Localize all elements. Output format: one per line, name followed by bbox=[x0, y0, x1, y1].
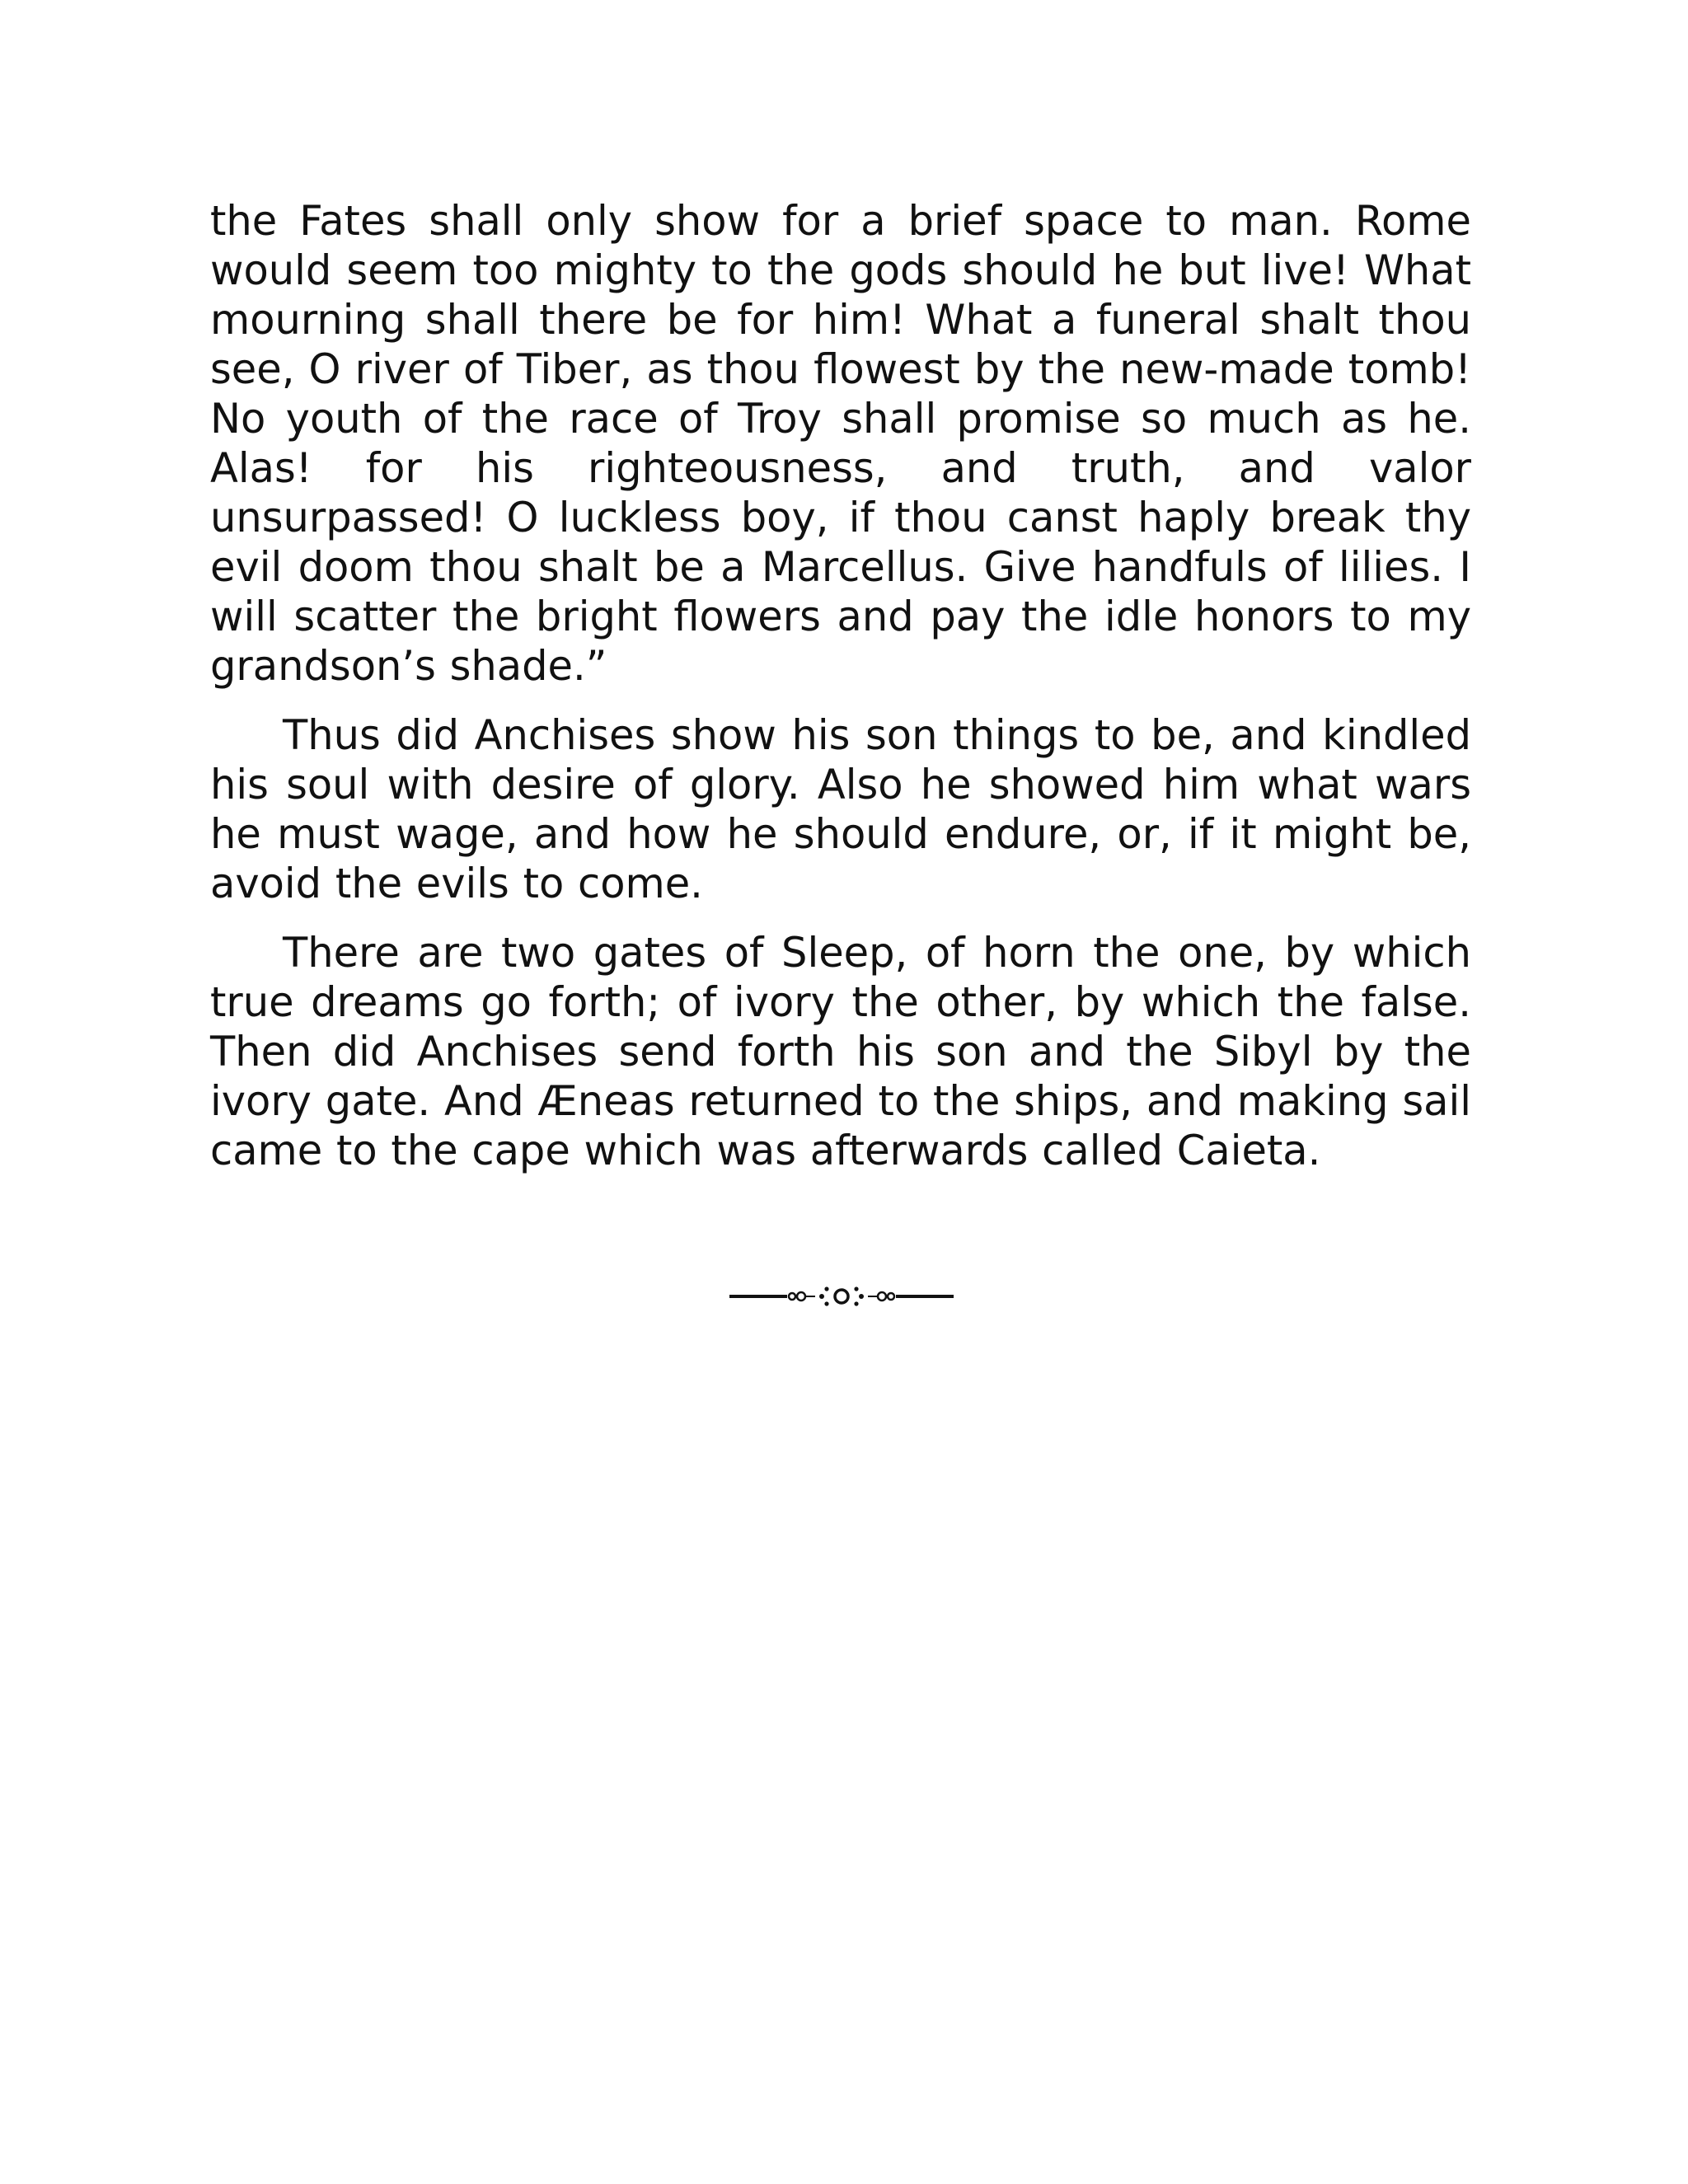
paragraph-2: Thus did Anchises show his son things to be, and kindled his soul with desire of glory. Also he showed him what wars he must wage, and how he should endure, or, if it might be, avoid the evils to come. bbox=[210, 711, 1471, 907]
page-body bbox=[210, 196, 1471, 1175]
section-end-flourish-icon bbox=[729, 1284, 954, 1309]
paragraph-1: the Fates shall only show for a brief space to man. Rome would seem too mighty to the gods should he but live! What mourning shall there be for him! What a funeral shalt thou see, O river of Tiber, as thou flowest by the new-made tomb! No youth of the race of Troy shall promise so much as he. Alas! for his righteousness, and truth, and valor unsurpassed! O luckless boy, if thou canst haply break thy evil doom thou shalt be a Marcellus. Give handfuls of lilies. I will scatter the bright flowers and pay the idle honors to my grandson’s shade.” bbox=[210, 197, 1471, 690]
paragraph-3: There are two gates of Sleep, of horn the one, by which true dreams go forth; of ivory the other, by which the false. Then did Anchises send forth his son and the Sibyl by the ivory gate. And Æneas returned to the ships, and making sail came to the cape which was afterwards called Caieta. bbox=[210, 929, 1471, 1174]
